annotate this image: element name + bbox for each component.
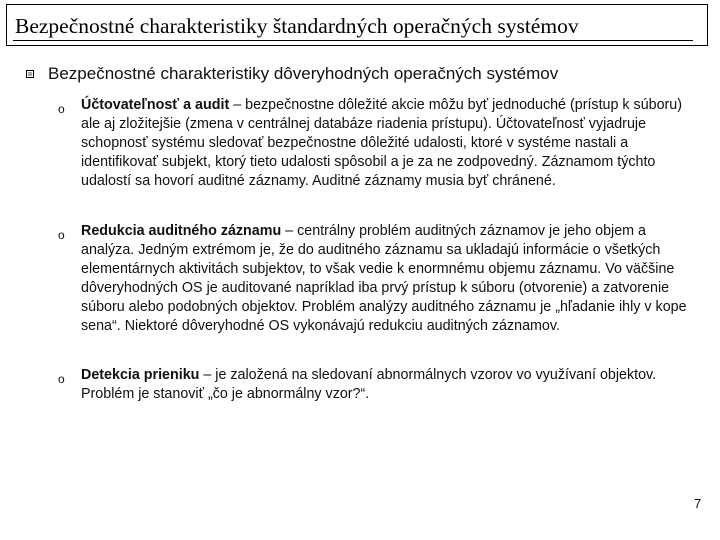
item-text: – centrálny problém auditných záznamov je jeho objem a analýza. Jedným extrémom je, že do auditného záznamu sa ukladajú informácie o všetkých elementárnych aktivitách subjektov, to však vedie k enormnému objemu záznamu. Vo väčšine dôveryhodných OS je auditované napríklad iba prvý prístup k súboru (otvorenie) a zatvorenie súboru alebo podobných objektov. Problém analýzy auditného záznamu je „hľadanie ihly v kope sena“. Niektoré dôveryhodné OS vykonávajú redukciu auditných záznamov. [81, 223, 687, 334]
item-text: – je založená na sledovaní abnormálnych vzorov vo využívaní objektov. Problém je stanoviť „čo je abnormálny vzor?“. [81, 367, 657, 402]
section-heading: Bezpečnostné charakteristiky dôveryhodných operačných systémov [48, 64, 559, 83]
circle-bullet-icon: o [58, 228, 65, 242]
title-underline [13, 40, 693, 41]
item-text: – bezpečnostne dôležité akcie môžu byť jednoduché (prístup k súboru) ale aj zložitejšie (zmena v centrálnej databáze riadenia prístupu). Účtovateľnosť vyjadruje schopnosť systému sledovať bezpečnostne dôležité udalosti, ktoré v systéme nastali a identifikovať subjekt, ktorý tieto udalosti spôsobil a je za ne zodpovedný. Záznamom týchto udalostí sa hovorí auditné záznamy. Auditné záznamy musia byť chránené. [81, 97, 683, 189]
item-term: Redukcia auditného záznamu [81, 223, 282, 239]
square-bullet-icon [26, 70, 34, 78]
circle-bullet-icon: o [58, 102, 65, 116]
slide-title: Bezpečnostné charakteristiky štandardných operačných systémov [15, 14, 579, 38]
item-term: Detekcia prieniku [81, 367, 200, 383]
circle-bullet-icon: o [58, 372, 65, 386]
list-item-accountability [81, 96, 701, 191]
page-number: 7 [694, 496, 702, 511]
item-term: Účtovateľnosť a audit [81, 97, 230, 113]
list-item-audit-reduction [81, 222, 701, 336]
list-item-intrusion-detection [81, 366, 701, 404]
title-frame [6, 4, 708, 46]
